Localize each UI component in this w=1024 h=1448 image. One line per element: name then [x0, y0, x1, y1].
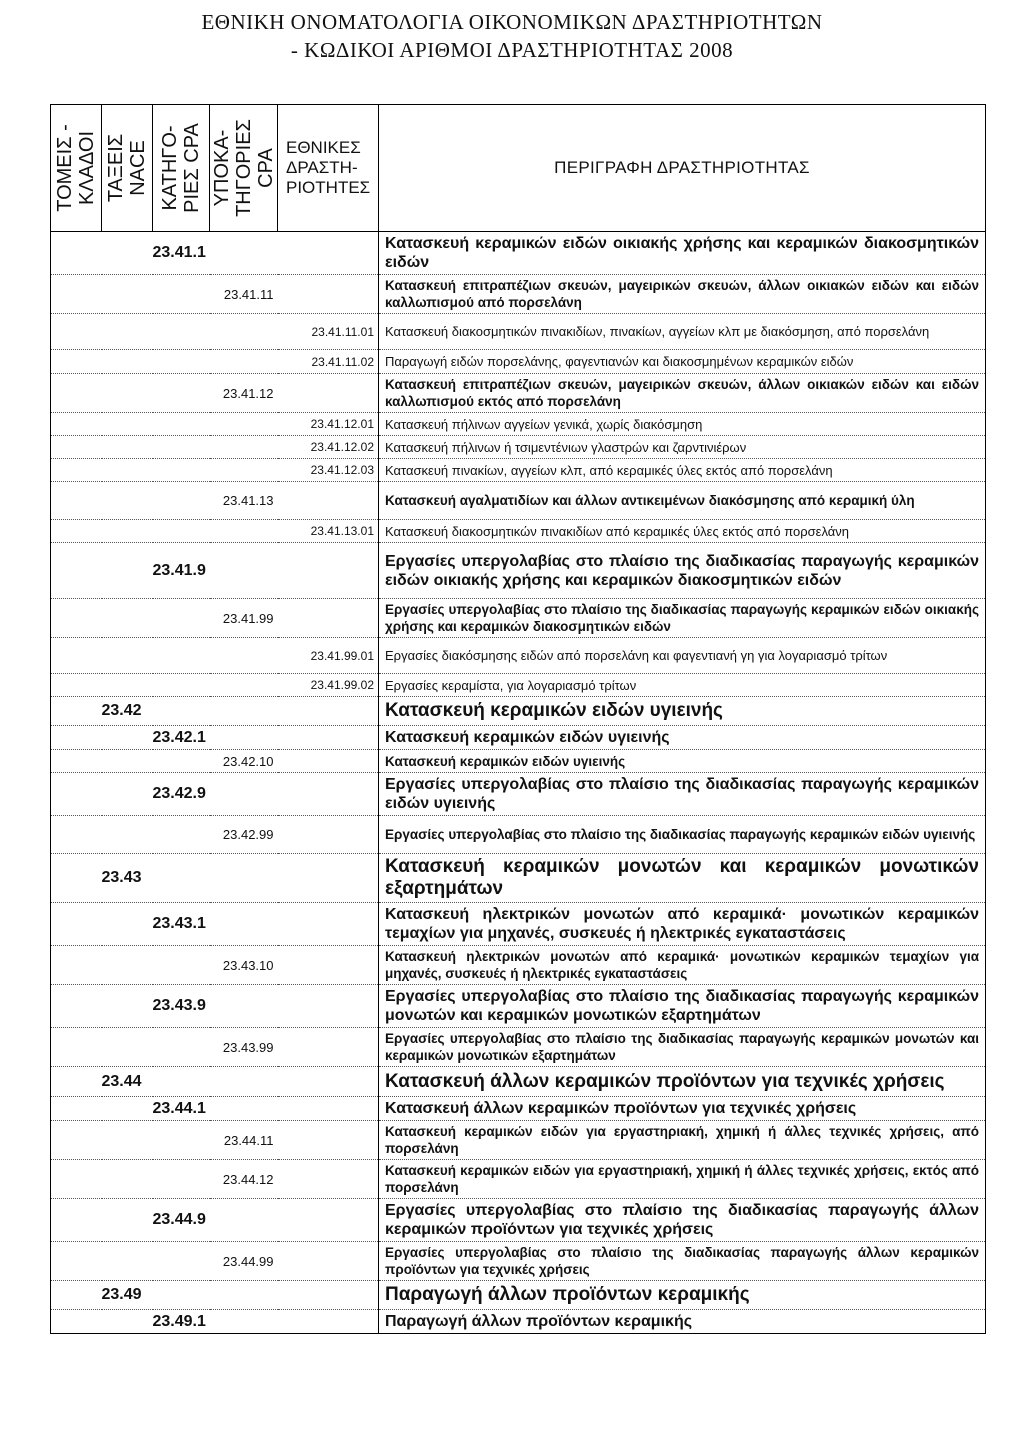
- table-row: [51, 816, 986, 854]
- empty-cell: [278, 1121, 379, 1160]
- row-description: Εργασίες κεραμίστα, για λογαριασμό τρίτων: [379, 674, 986, 697]
- table-row: [51, 275, 986, 314]
- empty-cell: [278, 1242, 379, 1281]
- empty-cell: [153, 599, 210, 638]
- empty-cell: [102, 638, 153, 674]
- empty-cell: [102, 599, 153, 638]
- empty-cell: [278, 599, 379, 638]
- empty-cell: [102, 436, 153, 459]
- row-code: 23.42.99: [210, 816, 278, 854]
- row-description: Κατασκευή αγαλματιδίων και άλλων αντικειμένων διακόσμησης από κεραμική ύλη: [379, 482, 986, 520]
- activity-codes-table: [50, 104, 986, 1334]
- table-row: [51, 854, 986, 903]
- row-code: 23.41.11.01: [278, 314, 379, 350]
- empty-cell: [278, 543, 379, 599]
- table-row: [51, 750, 986, 773]
- table-row: [51, 638, 986, 674]
- empty-cell: [51, 1067, 102, 1097]
- table-row: [51, 374, 986, 413]
- empty-cell: [210, 314, 278, 350]
- empty-cell: [102, 1097, 153, 1121]
- table-row: [51, 1281, 986, 1310]
- empty-cell: [153, 482, 210, 520]
- row-code: 23.42.10: [210, 750, 278, 773]
- empty-cell: [278, 1067, 379, 1097]
- table-row: [51, 436, 986, 459]
- table-header-row: [51, 105, 986, 232]
- empty-cell: [278, 726, 379, 750]
- empty-cell: [210, 1310, 278, 1334]
- row-description: Εργασίες υπεργολαβίας στο πλαίσιο της διαδικασίας παραγωγής άλλων κεραμικών προϊόντων για τεχνικές χρήσεις: [379, 1242, 986, 1281]
- empty-cell: [210, 1097, 278, 1121]
- empty-cell: [278, 773, 379, 816]
- row-description: Εργασίες υπεργολαβίας στο πλαίσιο της διαδικασίας παραγωγής κεραμικών μονωτών και κεραμικών μονωτικών εξαρτημάτων: [379, 1028, 986, 1067]
- empty-cell: [210, 1067, 278, 1097]
- empty-cell: [153, 1242, 210, 1281]
- empty-cell: [51, 482, 102, 520]
- empty-cell: [278, 854, 379, 903]
- row-code: 23.41.99.01: [278, 638, 379, 674]
- row-description: Εργασίες διακόσμησης ειδών από πορσελάνη και φαγεντιανή γη για λογαριασμό τρίτων: [379, 638, 986, 674]
- empty-cell: [153, 750, 210, 773]
- empty-cell: [210, 726, 278, 750]
- empty-cell: [51, 459, 102, 482]
- empty-cell: [102, 1199, 153, 1242]
- empty-cell: [153, 854, 210, 903]
- row-code: 23.43.99: [210, 1028, 278, 1067]
- row-description: Παραγωγή άλλων προϊόντων κεραμικής: [379, 1281, 986, 1310]
- empty-cell: [102, 543, 153, 599]
- row-description: Εργασίες υπεργολαβίας στο πλαίσιο της διαδικασίας παραγωγής κεραμικών ειδών οικιακής χρήσης και κεραμικών διακοσμητικών ειδών: [379, 543, 986, 599]
- table-row: [51, 543, 986, 599]
- empty-cell: [51, 314, 102, 350]
- table-body: [51, 232, 986, 1334]
- row-code: 23.44.9: [153, 1199, 210, 1242]
- empty-cell: [51, 543, 102, 599]
- empty-cell: [153, 1160, 210, 1199]
- empty-cell: [51, 697, 102, 726]
- empty-cell: [102, 1028, 153, 1067]
- row-description: Κατασκευή πήλινων αγγείων γενικά, χωρίς διακόσμηση: [379, 413, 986, 436]
- col-header-categories: ΚΑΤΗΓΟ- ΡΙΕΣ CPA: [153, 105, 210, 232]
- empty-cell: [51, 854, 102, 903]
- row-description: Κατασκευή επιτραπέζιων σκευών, μαγειρικών σκευών, άλλων οικιακών ειδών και ειδών καλλωπισμού εκτός από πορσελάνη: [379, 374, 986, 413]
- table-row: [51, 726, 986, 750]
- empty-cell: [153, 1121, 210, 1160]
- row-description: Κατασκευή ηλεκτρικών μονωτών από κεραμικά· μονωτικών κεραμικών τεμαχίων για μηχανές, συσκευές ή ηλεκτρικές εγκαταστάσεις: [379, 903, 986, 946]
- empty-cell: [102, 232, 153, 275]
- empty-cell: [102, 413, 153, 436]
- row-code: 23.41.13: [210, 482, 278, 520]
- row-description: Κατασκευή πήλινων ή τσιμεντένιων γλαστρών και ζαρντινιέρων: [379, 436, 986, 459]
- empty-cell: [51, 1310, 102, 1334]
- empty-cell: [102, 750, 153, 773]
- row-description: Κατασκευή διακοσμητικών πινακιδίων από κεραμικές ύλες εκτός από πορσελάνη: [379, 520, 986, 543]
- row-description: Εργασίες υπεργολαβίας στο πλαίσιο της διαδικασίας παραγωγής κεραμικών ειδών οικιακής χρήσης και κεραμικών διακοσμητικών ειδών: [379, 599, 986, 638]
- empty-cell: [278, 1199, 379, 1242]
- row-code: 23.41.13.01: [278, 520, 379, 543]
- empty-cell: [153, 275, 210, 314]
- row-code: 23.41.12.01: [278, 413, 379, 436]
- row-code: 23.44.99: [210, 1242, 278, 1281]
- empty-cell: [153, 374, 210, 413]
- empty-cell: [210, 543, 278, 599]
- empty-cell: [210, 413, 278, 436]
- empty-cell: [153, 436, 210, 459]
- empty-cell: [51, 773, 102, 816]
- empty-cell: [153, 674, 210, 697]
- table-row: [51, 903, 986, 946]
- empty-cell: [51, 674, 102, 697]
- empty-cell: [278, 816, 379, 854]
- row-description: Κατασκευή κεραμικών ειδών υγιεινής: [379, 726, 986, 750]
- table-row: [51, 520, 986, 543]
- table-row: [51, 946, 986, 985]
- col-header-national: ΕΘΝΙΚΕΣ ΔΡΑΣΤΗ- ΡΙΟΤΗΤΕΣ: [278, 105, 379, 232]
- empty-cell: [278, 374, 379, 413]
- empty-cell: [51, 726, 102, 750]
- empty-cell: [278, 985, 379, 1028]
- empty-cell: [102, 674, 153, 697]
- empty-cell: [210, 985, 278, 1028]
- row-description: Κατασκευή κεραμικών ειδών οικιακής χρήσης και κεραμικών διακοσμητικών ειδών: [379, 232, 986, 275]
- empty-cell: [153, 520, 210, 543]
- row-description: Παραγωγή άλλων προϊόντων κεραμικής: [379, 1310, 986, 1334]
- empty-cell: [51, 350, 102, 374]
- table-row: [51, 985, 986, 1028]
- row-description: Κατασκευή επιτραπέζιων σκευών, μαγειρικών σκευών, άλλων οικιακών ειδών και ειδών καλλωπισμού από πορσελάνη: [379, 275, 986, 314]
- empty-cell: [278, 232, 379, 275]
- empty-cell: [51, 275, 102, 314]
- row-description: Κατασκευή κεραμικών ειδών για εργαστηριακή, χημική ή άλλες τεχνικές χρήσεις, από πορσελάνη: [379, 1121, 986, 1160]
- empty-cell: [51, 1281, 102, 1310]
- empty-cell: [210, 903, 278, 946]
- table-row: [51, 1121, 986, 1160]
- row-code: 23.43.9: [153, 985, 210, 1028]
- col-header-subcategories: ΥΠΟΚΑ- ΤΗΓΟΡΙΕΣ CPA: [210, 105, 278, 232]
- empty-cell: [210, 638, 278, 674]
- table-row: [51, 599, 986, 638]
- row-description: Παραγωγή ειδών πορσελάνης, φαγεντιανών και διακοσμημένων κεραμικών ειδών: [379, 350, 986, 374]
- row-code: 23.41.12.03: [278, 459, 379, 482]
- empty-cell: [153, 314, 210, 350]
- table-row: [51, 1199, 986, 1242]
- empty-cell: [210, 773, 278, 816]
- empty-cell: [278, 1160, 379, 1199]
- col-header-sectors: ΤΟΜΕΙΣ - ΚΛΑΔΟΙ: [51, 105, 102, 232]
- empty-cell: [210, 1281, 278, 1310]
- empty-cell: [278, 750, 379, 773]
- empty-cell: [102, 1121, 153, 1160]
- empty-cell: [210, 854, 278, 903]
- empty-cell: [51, 374, 102, 413]
- empty-cell: [102, 350, 153, 374]
- row-code: 23.43: [102, 854, 153, 903]
- empty-cell: [278, 1281, 379, 1310]
- row-description: Εργασίες υπεργολαβίας στο πλαίσιο της διαδικασίας παραγωγής κεραμικών ειδών υγιεινής: [379, 773, 986, 816]
- row-description: Εργασίες υπεργολαβίας στο πλαίσιο της διαδικασίας παραγωγής κεραμικών ειδών υγιεινής: [379, 816, 986, 854]
- empty-cell: [51, 903, 102, 946]
- empty-cell: [102, 459, 153, 482]
- empty-cell: [153, 816, 210, 854]
- table-row: [51, 773, 986, 816]
- empty-cell: [102, 1242, 153, 1281]
- row-description: Κατασκευή διακοσμητικών πινακιδίων, πινακίων, αγγείων κλπ με διακόσμηση, από πορσελάνη: [379, 314, 986, 350]
- document-title: ΕΘΝΙΚΗ ΟΝΟΜΑΤΟΛΟΓΙΑ ΟΙΚΟΝΟΜΙΚΩΝ ΔΡΑΣΤΗΡΙΟΤΗΤΩΝ: [201, 10, 823, 34]
- empty-cell: [210, 350, 278, 374]
- empty-cell: [210, 459, 278, 482]
- empty-cell: [153, 697, 210, 726]
- empty-cell: [278, 482, 379, 520]
- empty-cell: [51, 232, 102, 275]
- row-description: Εργασίες υπεργολαβίας στο πλαίσιο της διαδικασίας παραγωγής κεραμικών μονωτών και κεραμικών μονωτικών εξαρτημάτων: [379, 985, 986, 1028]
- empty-cell: [102, 275, 153, 314]
- table-row: [51, 1160, 986, 1199]
- col-header-classes: ΤΑΞΕΙΣ NACE: [102, 105, 153, 232]
- row-code: 23.41.9: [153, 543, 210, 599]
- empty-cell: [278, 275, 379, 314]
- empty-cell: [153, 350, 210, 374]
- row-code: 23.42.1: [153, 726, 210, 750]
- empty-cell: [278, 946, 379, 985]
- empty-cell: [153, 1067, 210, 1097]
- empty-cell: [51, 436, 102, 459]
- empty-cell: [102, 1310, 153, 1334]
- row-code: 23.41.1: [153, 232, 210, 275]
- empty-cell: [153, 413, 210, 436]
- empty-cell: [153, 459, 210, 482]
- empty-cell: [210, 674, 278, 697]
- row-description: Κατασκευή άλλων κεραμικών προϊόντων για τεχνικές χρήσεις: [379, 1067, 986, 1097]
- row-code: 23.43.1: [153, 903, 210, 946]
- empty-cell: [102, 816, 153, 854]
- empty-cell: [102, 985, 153, 1028]
- empty-cell: [153, 1028, 210, 1067]
- table-row: [51, 350, 986, 374]
- table-row: [51, 1242, 986, 1281]
- empty-cell: [102, 946, 153, 985]
- empty-cell: [278, 903, 379, 946]
- empty-cell: [51, 520, 102, 543]
- empty-cell: [102, 726, 153, 750]
- empty-cell: [51, 638, 102, 674]
- empty-cell: [278, 1028, 379, 1067]
- empty-cell: [51, 1097, 102, 1121]
- row-code: 23.41.12.02: [278, 436, 379, 459]
- row-description: Κατασκευή ηλεκτρικών μονωτών από κεραμικά· μονωτικών κεραμικών τεμαχίων για μηχανές, συσκευές ή ηλεκτρικές εγκαταστάσεις: [379, 946, 986, 985]
- row-description: Κατασκευή κεραμικών ειδών υγιεινής: [379, 697, 986, 726]
- row-code: 23.43.10: [210, 946, 278, 985]
- empty-cell: [210, 436, 278, 459]
- empty-cell: [51, 816, 102, 854]
- table-row: [51, 697, 986, 726]
- row-code: 23.41.99: [210, 599, 278, 638]
- table-row: [51, 1028, 986, 1067]
- row-description: Εργασίες υπεργολαβίας στο πλαίσιο της διαδικασίας παραγωγής άλλων κεραμικών προϊόντων για τεχνικές χρήσεις: [379, 1199, 986, 1242]
- row-code: 23.49: [102, 1281, 153, 1310]
- row-code: 23.42.9: [153, 773, 210, 816]
- row-description: Κατασκευή κεραμικών ειδών για εργαστηριακή, χημική ή άλλες τεχνικές χρήσεις, εκτός από πορσελάνη: [379, 1160, 986, 1199]
- empty-cell: [278, 1310, 379, 1334]
- table-row: [51, 1310, 986, 1334]
- row-code: 23.49.1: [153, 1310, 210, 1334]
- empty-cell: [51, 946, 102, 985]
- table-row: [51, 674, 986, 697]
- row-code: 23.41.99.02: [278, 674, 379, 697]
- empty-cell: [51, 750, 102, 773]
- document-subtitle: - ΚΩΔΙΚΟΙ ΑΡΙΘΜΟΙ ΔΡΑΣΤΗΡΙΟΤΗΤΑΣ 2008: [290, 38, 734, 62]
- empty-cell: [51, 1028, 102, 1067]
- empty-cell: [102, 520, 153, 543]
- empty-cell: [102, 1160, 153, 1199]
- empty-cell: [153, 638, 210, 674]
- row-code: 23.44.12: [210, 1160, 278, 1199]
- row-code: 23.44: [102, 1067, 153, 1097]
- row-code: 23.42: [102, 697, 153, 726]
- empty-cell: [102, 903, 153, 946]
- table-row: [51, 1067, 986, 1097]
- empty-cell: [153, 946, 210, 985]
- empty-cell: [210, 697, 278, 726]
- empty-cell: [210, 1199, 278, 1242]
- row-code: 23.41.11.02: [278, 350, 379, 374]
- table-row: [51, 314, 986, 350]
- col-header-description: ΠΕΡΙΓΡΑΦΗ ΔΡΑΣΤΗΡΙΟΤΗΤΑΣ: [379, 105, 986, 232]
- table-row: [51, 232, 986, 275]
- empty-cell: [278, 697, 379, 726]
- empty-cell: [51, 1199, 102, 1242]
- table-row: [51, 482, 986, 520]
- row-code: 23.44.1: [153, 1097, 210, 1121]
- empty-cell: [51, 1160, 102, 1199]
- empty-cell: [51, 1242, 102, 1281]
- empty-cell: [102, 482, 153, 520]
- row-description: Κατασκευή πινακίων, αγγείων κλπ, από κεραμικές ύλες εκτός από πορσελάνη: [379, 459, 986, 482]
- empty-cell: [102, 374, 153, 413]
- empty-cell: [51, 1121, 102, 1160]
- row-description: Κατασκευή κεραμικών μονωτών και κεραμικών μονωτικών εξαρτημάτων: [379, 854, 986, 903]
- table-row: [51, 413, 986, 436]
- empty-cell: [102, 314, 153, 350]
- empty-cell: [51, 599, 102, 638]
- empty-cell: [210, 520, 278, 543]
- row-code: 23.41.12: [210, 374, 278, 413]
- row-description: Κατασκευή κεραμικών ειδών υγιεινής: [379, 750, 986, 773]
- row-description: Κατασκευή άλλων κεραμικών προϊόντων για τεχνικές χρήσεις: [379, 1097, 986, 1121]
- table-row: [51, 459, 986, 482]
- empty-cell: [278, 1097, 379, 1121]
- row-code: 23.41.11: [210, 275, 278, 314]
- empty-cell: [102, 773, 153, 816]
- table-row: [51, 1097, 986, 1121]
- empty-cell: [210, 232, 278, 275]
- row-code: 23.44.11: [210, 1121, 278, 1160]
- empty-cell: [153, 1281, 210, 1310]
- empty-cell: [51, 413, 102, 436]
- empty-cell: [51, 985, 102, 1028]
